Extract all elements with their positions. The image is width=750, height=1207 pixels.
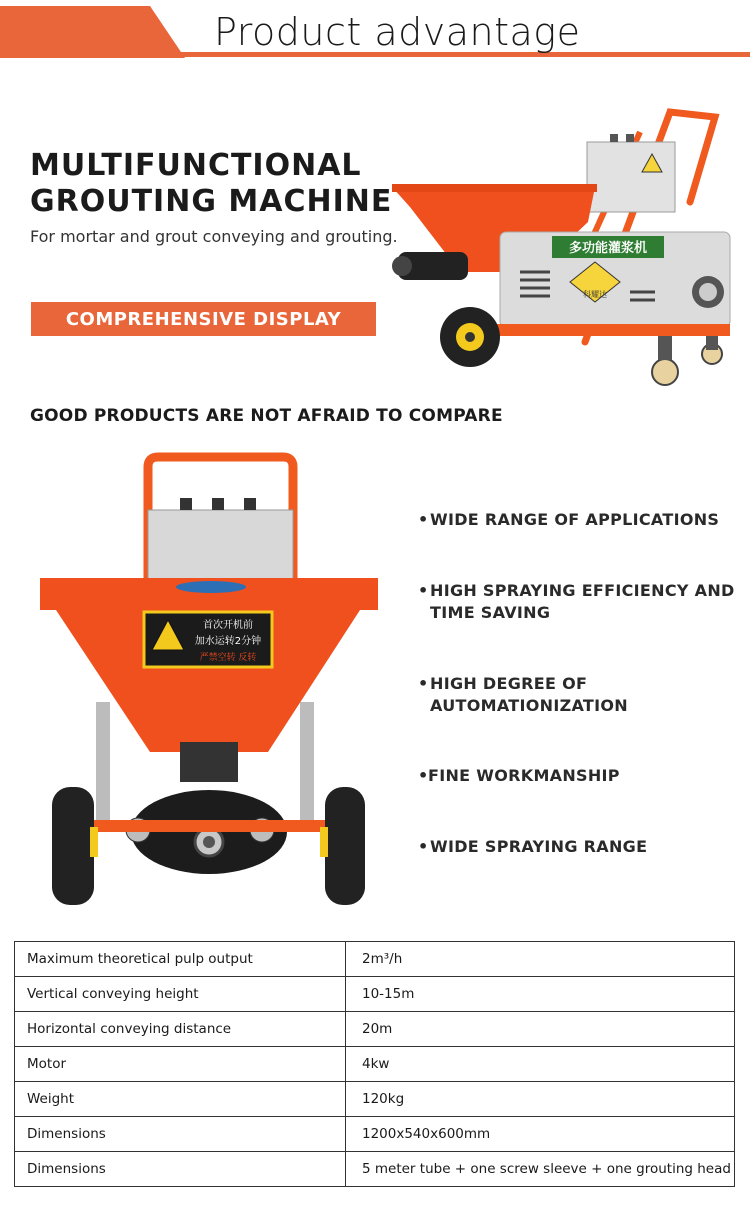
spec-value: 4kw bbox=[346, 1047, 735, 1082]
hero-title bbox=[30, 148, 392, 220]
feature-text: HIGH DEGREE OF AUTOMATIONIZATION bbox=[430, 674, 628, 715]
bullet-icon: • bbox=[418, 837, 429, 856]
table-row bbox=[15, 1012, 735, 1047]
spec-label: Maximum theoretical pulp output bbox=[15, 942, 346, 977]
table-row bbox=[15, 1152, 735, 1187]
spec-value: 10-15m bbox=[346, 977, 735, 1012]
table-row bbox=[15, 942, 735, 977]
spec-label: Dimensions bbox=[15, 1152, 346, 1187]
spec-label: Dimensions bbox=[15, 1117, 346, 1152]
hero-title-line2: GROUTING MACHINE bbox=[30, 184, 393, 219]
spec-label: Vertical conveying height bbox=[15, 977, 346, 1012]
header-tab-shape bbox=[0, 6, 185, 58]
feature-item-5 bbox=[418, 836, 748, 858]
table-row bbox=[15, 1082, 735, 1117]
feature-text: HIGH SPRAYING EFFICIENCY AND TIME SAVING bbox=[430, 581, 735, 622]
spec-label: Motor bbox=[15, 1047, 346, 1082]
feature-text: FINE WORKMANSHIP bbox=[428, 766, 620, 785]
page-title: Product advantage bbox=[214, 10, 581, 54]
warning-line-1: 首次开机前 bbox=[203, 620, 253, 631]
spec-value: 5 meter tube + one screw sleeve + one grouting head bbox=[346, 1152, 735, 1187]
feature-item-1 bbox=[418, 509, 748, 531]
feature-item-4 bbox=[418, 765, 748, 787]
spec-label: Weight bbox=[15, 1082, 346, 1117]
table-row bbox=[15, 977, 735, 1012]
warning-line-2: 加水运转2分钟 bbox=[194, 636, 262, 647]
table-row bbox=[15, 1047, 735, 1082]
bullet-icon: • bbox=[418, 674, 429, 693]
table-row bbox=[15, 1117, 735, 1152]
warning-line-3: 严禁空转 反转 bbox=[199, 653, 257, 663]
spec-value: 1200x540x600mm bbox=[346, 1117, 735, 1152]
bullet-icon: • bbox=[418, 766, 429, 785]
grouting-machine-side-image bbox=[390, 92, 750, 392]
grouting-machine-front-image bbox=[38, 452, 380, 912]
compare-section-title: GOOD PRODUCTS ARE NOT AFRAID TO COMPARE bbox=[30, 406, 503, 426]
specs-table bbox=[14, 941, 735, 1187]
feature-text: WIDE RANGE OF APPLICATIONS bbox=[430, 510, 720, 529]
machine-label-text: 多功能灌浆机 bbox=[568, 241, 648, 256]
spec-label: Horizontal conveying distance bbox=[15, 1012, 346, 1047]
feature-text: WIDE SPRAYING RANGE bbox=[430, 837, 648, 856]
spec-value: 2m³/h bbox=[346, 942, 735, 977]
badge-text: 科耀达 bbox=[583, 290, 607, 299]
hero-subtitle: For mortar and grout conveying and grouting. bbox=[30, 227, 398, 246]
hero-title-line1: MULTIFUNCTIONAL bbox=[30, 148, 362, 183]
comprehensive-display-button[interactable]: COMPREHENSIVE DISPLAY bbox=[31, 302, 376, 336]
bullet-icon: • bbox=[418, 510, 429, 529]
feature-item-3 bbox=[418, 673, 748, 717]
spec-value: 120kg bbox=[346, 1082, 735, 1117]
bullet-icon: • bbox=[418, 581, 429, 600]
spec-value: 20m bbox=[346, 1012, 735, 1047]
feature-item-2 bbox=[418, 580, 748, 624]
